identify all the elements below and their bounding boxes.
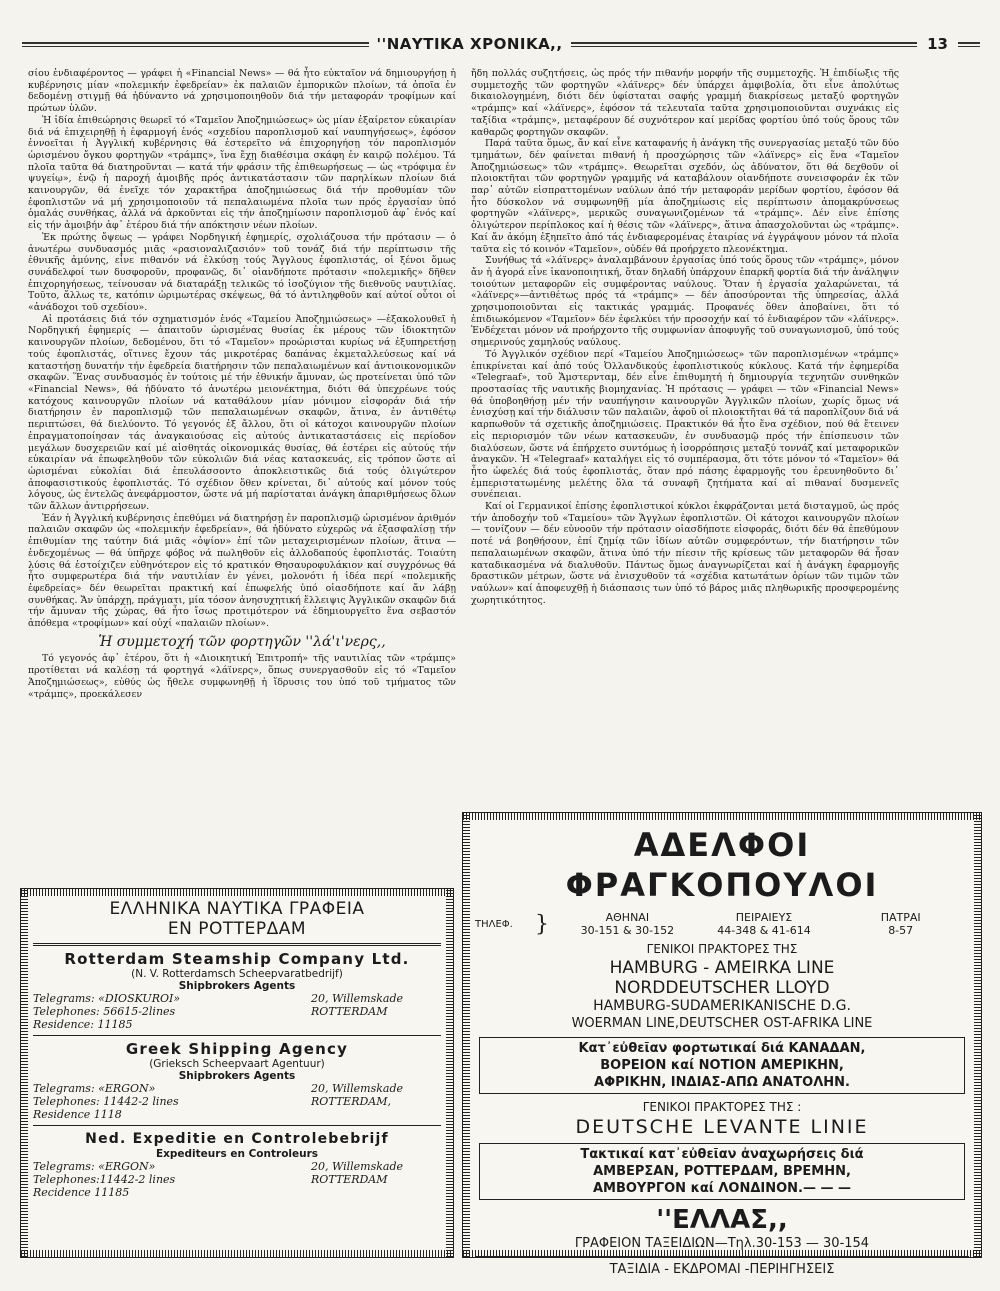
page-number: 13: [927, 35, 948, 53]
article-paragraph: Ἐάν ἡ Ἀγγλική κυβέρνησις ἐπεθύμει νά διατηρήσῃ ἐν παροπλισμῷ ὡρισμένον ἀριθμόν παλαιῶν σκαφῶν ὡς «πολεμικήν ἐφεδρείαν», θά ἠδύνατο εὐχερῶς νά ἐξασφαλίσῃ τήν ἐπιθυμίαν της ταύτην διά μιᾶς «ὀψίον» ἐπί τῶν μεταχειρισμένων πλοίων, ἅτινα — ἐνδεχομένως — θά ὑπῆρχε φόβος νά πωληθοῦν εἰς ἀλλοδαπούς ἐφοπλιστάς. Τοιαύτη λύσις θά ἐστοίχιζεν εὐθηνότερον εἰς τό κρατικόν Θησαυροφυλάκιον καί συγχρόνως θά ἦτο συμφερωτέρα διά τήν ναυτιλίαν ἐν γένει, μολονότι ἡ ἰδέα περί «πολεμικῆς ἐφεδρείας» δέν θεωρεῖται πρακτική καί ἐπωφελής ὑπό οἱασδήποτε καί ἄν λάβῃ συνθήκας. Ἄν ὑπάρχῃ, πράγματι, μία τόσον ἀνησυχητική ἔλλειψις Ἀγγλικῶν σκαφῶν διά τήν ἄμυναν τῆς χώρας, θά ἦτο ἴσως προτιμότερον νά ἐδημιουργεῖτο ἕνα σεβαστόν ἀπόθεμα «τροφίμων» καί οὐχί «παλαιῶν πλοίων».: [28, 512, 456, 630]
company-name: Ned. Expeditie en Controlebebrijf: [85, 1131, 389, 1147]
telegrams: Telegrams: «ERGON»: [33, 1160, 156, 1173]
office: [559, 911, 696, 937]
address-city: ROTTERDAM: [311, 1173, 388, 1186]
contact-row: [33, 1160, 441, 1173]
residence: Residence: 11185: [33, 1018, 133, 1031]
agents-heading: ΓΕΝΙΚΟΙ ΠΡΑΚΤΟΡΕΣ ΤΗΣ: [646, 942, 798, 956]
header-rule-right: [571, 42, 918, 47]
company-name: Greek Shipping Agency: [125, 1040, 349, 1058]
office-numbers: 30-151 & 30-152: [580, 924, 675, 937]
contact-row: [33, 1108, 441, 1121]
office-numbers: 8-57: [888, 924, 914, 937]
address-street: 20, Willemskade: [311, 992, 404, 1005]
levante-line: DEUTSCHE LEVANTE LINIE: [575, 1116, 869, 1138]
article-paragraph: Αἱ προτάσεις διά τόν σχηματισμόν ἑνός «Ταμείου Ἀποζημιώσεως» —ἐξακολουθεῖ ἡ Νορδηγική ἐφημερίς — ἀπαιτοῦν ὡρισμένας θυσίας ἐκ μέρους τῶν ἰδιοκτητῶν καινουργῶν πλοίων, δεδομένου, ὅτι τό «Ταμεῖον» προώρισται κυρίως νά ἐξυπηρετήσῃ τούς ἐφοπλιστάς, οἵτινες ἔχουν τάς μικροτέρας δαπάνας ἐκμεταλλεύσεως καί νά καταστήσῃ δυνατήν τήν ἐφεδρεία διατήρησιν τῶν πεπαλαιωμένων καί ἀντιοικονομικῶν σκαφῶν. Ἕνας συνδυασμός ἐν τούτοις μέ τήν ἐθνικήν ἄμυναν, ὡς προτείνεται ὑπό τῶν «Financial News», θά ἠδύνατο τό ἀνωτέρω μειονέκτημα, διότι θά ὑπεχρέωνε τούς κατόχους καινουργῶν πλοίων νά καταθάλουν μίαν μόνιμον εἰσφοράν διά τήν διατήρησιν ἐν παροπλισμῷ τῶν πεπαλαιωμένων σκαφῶν, ἅτινα, ἐν ἀντιθέτῳ περιπτώσει, θά διελύοντο. Τό γεγονός ἐξ ἄλλου, ὅτι οἱ κάτοχοι καινουργῶν πλοίων ἐπραγματοποίησαν τάς ἀναγκαιούσας εἰς αὐτούς ἀντικαταστάσεις εἰς περίοδον μεγάλων δυσχερειῶν καί μέ αἰσθητάς οἰκονομικάς θυσίας, θά ἐστέρει εἰς αὐτούς τήν εὐκαιρίαν νά ἐπωφεληθοῦν τῶν εὐκολιῶν διά νέας κατασκευάς, εἰς τρόπον ὥστε αἱ ὡρισμέναι εὐκολίαι διά ἐπευλάσσοντο ἀποκλειστικῶς διά τούς ὀλιγώτερον ἀποφασιστικούς ἐφοπλιστάς. Τό σχέδιον ὅθεν κρίνεται, δι᾽ αὐτούς καί μόνον τούς λόγους, ὡς ἐντελῶς ἀνεφάρμοστον, ὥστε νά μή παρίσταται ἀνάγκη ἀπαριθμήσεως ὅλων τῶν ἄλλων ἀντιρρήσεων.: [28, 313, 456, 513]
telegrams: Telegrams: «ERGON»: [33, 1082, 156, 1095]
right-column: [471, 68, 899, 606]
office-city: ΠΕΙΡΑΙΕΥΣ: [735, 911, 793, 924]
phone-label: ΤΗΛΕΦ.: [475, 918, 513, 930]
travel-office: ΓΡΑΦΕΙΟΝ ΤΑΞΕΙΔΙΩΝ—Τηλ.30-153 — 30-154: [574, 1236, 870, 1251]
article-paragraph: Καί οἱ Γερμανικοί ἐπίσης ἐφοπλιστικοί κύκλοι ἐκφράζονται μετά δισταγμοῦ, ὡς πρός τήν ἀποδοχήν τοῦ «Ταμείου» τῶν Ἄγγλων ἐφοπλιστῶν. Οἱ κάτοχοι καινουργῶν πλοίων — τονίζουν — δέν εὐνοοῦν τήν πρότασιν οἱασδήποτε εἰσφοράς, διότι δέν θά ἐπεθύμουν ποτέ νά βοηθήσουν, ἐπί ζημίᾳ τῶν ἰδίων αὐτῶν συμφερόντων, τήν διατήρησιν τῶν πεπαλαιωμένων σκαφῶν, ἅτινα ὑπό τήν πίεσιν τῆς κρίσεως τῶν μεταφορῶν θά ἦσαν καταδικασμένα νά διαλυθοῦν. Πάντως ὅμως ἀναγνωρίζεται καί ἡ ἀνάγκη ἐφαρμογῆς δραστικῶν μέτρων, ὥστε νά ἐνισχυθοῦν τά «σχέδια κατωτάτων ὁρίων τῶν τιμῶν τῶν ναύλων» καί ἀποφευχθῇ ἡ διάσπασις των ὑπό τό βάρος μιᾶς πληθωρικῆς προσφερομένης χωρητικότητος.: [471, 501, 899, 606]
divider: [33, 1035, 441, 1036]
agents-heading: ΓΕΝΙΚΟΙ ΠΡΑΚΤΟΡΕΣ ΤΗΣ :: [642, 1100, 802, 1114]
company-subtitle: (Grieksch Scheepvaart Agentuur): [149, 1058, 325, 1070]
telephones: Telephones: 56615-2lines: [33, 1005, 176, 1018]
article-paragraph: σίου ἐνδιαφέροντος — γράφει ἡ «Financial News» — θά ἦτο εὐκταῖον νά δημιουργήσῃ ἡ κυβέρνησις μίαν «πολεμικήν ἐφεδρείαν» ἐκ παλαιῶν ἐμπορικῶν πλοίων, τά ὁποῖα ἐν δεδομένῃ στιγμῇ θά ἠδύναντο νά χρησιμοποιηθοῦν διά τήν μεταφοράν τροφίμων καί πρώτων ὑλῶν.: [28, 68, 456, 115]
contact-row: [33, 1005, 441, 1018]
telephones: Telephones:11442-2 lines: [33, 1173, 176, 1186]
shipping-line: HAMBURG-SUDAMERIKANISCHE D.G.: [593, 998, 851, 1014]
ad-title-line2: ΕΝ ΡΟΤΤΕΡΔΑΜ: [167, 919, 307, 939]
section-subheading: Ἡ συμμετοχή τῶν φορτηγῶν ''λά'ι'νερς,,: [98, 633, 386, 650]
address-city: ROTTERDAM: [311, 1005, 388, 1018]
departures-line: ΑΜΒΕΡΣΑΝ, ΡΟΤΤΕΡΔΑΜ, ΒΡΕΜΗΝ,: [593, 1164, 851, 1179]
office-city: ΠΑΤΡΑΙ: [880, 911, 921, 924]
contact-row: [33, 992, 441, 1005]
office: [832, 911, 969, 937]
left-column: [28, 68, 456, 700]
ellas-brand: ''ΕΛΛΑΣ,,: [656, 1205, 788, 1235]
office: [696, 911, 833, 937]
article-paragraph: Τό γεγονός ἀφ᾽ ἑτέρου, ὅτι ἡ «Διοικητική Ἐπιτροπή» τῆς ναυτιλίας τῶν «τράμπς» προτίθεται νά καλέσῃ τά φορτηγά «λάϊνερς», ὅπως συνεργασθοῦν εἰς τό «Ταμεῖον Ἀποζημιώσεως», εὐθύς ὡς ἤθελε συμφωνηθῇ ἡ ἵδρυσις του ὑπό τοῦ τμήματος τῶν «τράμπς», προεκάλεσεν: [28, 653, 456, 700]
page-header: [22, 34, 980, 54]
contact-row: [33, 1082, 441, 1095]
shipping-line: NORDDEUTSCHER LLOYD: [614, 978, 830, 998]
destinations-box: [479, 1037, 965, 1094]
departures-box: [479, 1143, 965, 1200]
office-city: ΑΘΗΝΑΙ: [605, 911, 650, 924]
contact-row: [33, 1186, 441, 1199]
contact-row: [33, 1095, 441, 1108]
direct-line: ΑΦΡΙΚΗΝ, ΙΝΔΙΑΣ-ΑΠΩ ΑΝΑΤΟΛΗΝ.: [594, 1075, 850, 1090]
header-rule-end: [958, 42, 980, 47]
departures-line: Τακτικαί κατ᾽εὐθεῖαν ἀναχωρήσεις διά: [580, 1147, 864, 1162]
divider: [475, 1256, 969, 1257]
article-paragraph: Τό Ἀγγλικόν σχέδιον περί «Ταμείου Ἀποζημιώσεως» τῶν παροπλισμένων «τράμπς» ἐπικρίνεται καί ἀπό τούς Ὀλλανδικούς ἐφοπλιστικούς κύκλους. Κατά τήν ἐφημερίδα «Telegraaf», τοῦ Ἄμστερνταμ, δέν εἶνε ἐπιθυμητή ἡ δημιουργία τεχνητῶν συνθηκῶν προστασίας τῆς ναυτικῆς βιομηχανίας. Ἡ πρότασις — γράφει — τῶν «Financial News» θά ὑποβοηθήσῃ μέν τήν ναυπήγησιν καινουργῶν Ἀγγλικῶν πλοίων, χωρίς ὅμως νά ἐνισχύσῃ καί τήν διάλυσιν τῶν παλαιῶν, ἀφοῦ οἱ πλοιοκτῆται θά τά παροπλίζουν διά νά καρπωθοῦν τά σχετικῆς ἀποζημιώσεις. Πρακτικόν θά ἦτο ἕνα σχέδιον, πού θά ἔτεινεν εἰς περιορισμόν τῶν νέων κατασκευῶν, ἐν συνδυασμῷ πρός τήν ἐπίσπευσιν τῶν διαλύσεων, ὥστε νά ἐπήρχετο συντόμως ἡ ἰσορρόπησις μεταξύ τοννάζ καί μεταφορικῶν ἀναγκῶν. Ἡ «Telegraaf» καταλήγει εἰς τό συμπέρασμα, ὅτι τότε μόνον τό «Ταμεῖον» θά ἦτο ὠφελές διά τούς ἐφοπλιστάς, ὅταν πρό πάσης ἐφαρμογῆς του ἐρευνηθοῦντο δι᾽ ἐμπεριστατωμένης μελέτης ὅλα τά συναφῆ ζητήματα καί αἱ πιθαναί δυσμενεῖς συνέπειαι.: [471, 348, 899, 501]
residence: Residence 1118: [33, 1108, 122, 1121]
company-subtitle: (N. V. Rotterdamsch Scheepvaratbedrijf): [131, 968, 343, 980]
ad-title-line1: ΕΛΛΗΝΙΚΑ ΝΑΥΤΙΚΑ ΓΡΑΦΕΙΑ: [109, 899, 365, 919]
trips-line: ΤΑΞΙΔΙΑ - ΕΚΔΡΟΜΑΙ -ΠΕΡΙΗΓΗΣΕΙΣ: [609, 1262, 835, 1277]
magazine-title: ''ΝΑΥΤΙΚΑ ΧΡΟΝΙΚΑ,,: [376, 35, 563, 53]
divider: [33, 1125, 441, 1126]
brand-name: ΑΔΕΛΦΟΙ ΦΡΑΓΚΟΠΟΥΛΟΙ: [565, 826, 879, 904]
fragkopoulos-advertisement: [462, 812, 982, 1277]
brace-icon: }: [535, 911, 549, 937]
address-street: 20, Willemskade: [311, 1082, 404, 1095]
company-role: Expediteurs en Controleurs: [155, 1148, 319, 1160]
residence: Recidence 11185: [33, 1186, 130, 1199]
office-numbers: 44-348 & 41-614: [717, 924, 811, 937]
article-paragraph: ἤδη πολλάς συζητήσεις, ὡς πρός τήν πιθανήν μορφήν τῆς συμμετοχῆς. Ἡ ἐπιδίωξις τῆς συμμετοχῆς τῶν φορτηγῶν «λάϊνερς» δέν ὑπάρχει ἀμφιβολία, ὅτι εἶνε ἀπολύτως δικαιολογημένη, διότι δέν ὑφίσταται σαφής γραμμή διακρίσεως μεταξύ φορτηγῶν «τράμπς» καί «λάϊνερς», ἐφόσον τά τελευταῖα ταῦτα χρησιμοποιοῦνται συχνάκις εἰς ταξίδια «τράμπς», μεταφέρουν δέ συχνότερον καί μερίδας φορτίου ὑπό τούς ὅρους τῶν καθαρῶς φορτηγῶν σκαφῶν.: [471, 68, 899, 138]
article-paragraph: Παρά ταῦτα ὅμως, ἄν καί εἶνε καταφανής ἡ ἀνάγκη τῆς συνεργασίας μεταξύ τῶν δύο τμημάτων, δέν φαίνεται πιθανή ἡ προσχώρησις τῶν «λάϊνερς» εἰς ἕνα «Ταμεῖον Ἀποζημιώσεως» τῶν «τράμπς». Θεωρεῖται σχεδόν, ὡς ἀδύνατον, ὅτι θά δεχθοῦν οἱ πλοιοκτῆται τῶν φορτηγῶν γραμμῆς νά καταβάλουν οἱανδήποτε συνεισφοράν ἐκ τῶν παρ᾽ αὐτῶν εἰσπραττομένων ναύλων ἀπό τήν μεταφοράν μερίδων φορτίου, ἐφόσον θά ἦτο δύσκολον νά συμφωνηθῇ μία ἀποζημίωσις εἰς περίπτωσιν ἀπομακρύνσεως φορτηγῶν «λάϊνερς», μερικῶς συναγωνιζομένων τά «τράμπς». Δέν εἶνε ἐπίσης ὀλιγώτερον περίπλοκος καί ἡ θέσις τῶν «λάϊνερς», ἅτινα ἀπασχολοῦνται ὡς «τράμπς». Καί ἄν ἀκόμη ἐξηπεῖτο ἀπό τάς ἐνδιαφερομένας ἑταιρίας νά ἐγγράψουν μόνον τά πλοῖα ταῦτα εἰς τό κοινόν «Ταμεῖον», οὐδέν θά προήρχετο πλεονέκτημα.: [471, 138, 899, 255]
telegrams: Telegrams: «DIOSKUROI»: [33, 992, 181, 1005]
article-paragraph: Ἐκ πρώτης ὄψεως — γράφει Νορδηγική ἐφημερίς, σχολιάζουσα τήν πρότασιν — ὁ ἀνωτέρω συνδυασμός μιᾶς «ρασιοναλιζασιόν» τοῦ τονάζ διά τήν περίπτωσιν τῆς ἐθνικῆς ἀμύνης, εἶνε πιθανόν νά ἑλκύσῃ τούς Ἄγγλους ἐφοπλιστάς, οἱ ξένοι ὅμως συνάδελφοί των δυσφοροῦν, προφανῶς, δι᾽ οἱανδήποτε πρότασιν «πολεμικῆς» δῆθεν ἐπιχορηγήσεως, τείνουσαν νά διαταράξῃ τελικῶς τό ἰσοζύγιον τῆς διεθνοῦς ναυτιλίας. Τοῦτο, ἄλλως τε, κατόπιν ὡριμωτέρας σκέψεως, θά τό ἀντιληφθοῦν καί αὐτοί οὗτοι οἱ «ἀνάδοχοι τοῦ σχεδίου».: [28, 231, 456, 314]
telephones: Telephones: 11442-2 lines: [33, 1095, 179, 1108]
header-rule-left: [22, 42, 369, 47]
address-street: 20, Willemskade: [311, 1160, 404, 1173]
departures-line: ΑΜΒΟΥΡΓΟΝ καί ΛΟΝΔΙΝΟΝ.— — —: [592, 1181, 852, 1196]
divider: [33, 943, 441, 946]
company-role: Shipbrokers Agents: [178, 980, 296, 992]
direct-line: Κατ᾽εὐθεῖαν φορτωτικαί διά ΚΑΝΑΔΑΝ,: [578, 1041, 866, 1056]
shipping-line: WOERMAN LINE,DEUTSCHER OST-AFRIKA LINE: [571, 1016, 873, 1031]
contact-row: [33, 1173, 441, 1186]
phone-row: [475, 911, 969, 937]
article-paragraph: Συνήθως τά «λάϊνερς» ἀναλαμβάνουν ἐργασίας ὑπό τούς ὅρους τῶν «τράμπς», μόνον ἄν ἡ ἀγορά εἶνε ἱκανοποιητική, ὅταν δηλαδή ὑπάρχουν ἐπαρκῆ φορτία διά τήν ἀνάληψιν τοιούτων μεταφορῶν εἰς συμφέροντας ναύλους. Ὅταν ἡ ἐργασία χαλαρώνεται, τά «λάϊνερς»—ἀντιθέτως πρός τά «τράμπς» — δέν ἀποσύρονται τῆς ὑπηρεσίας, ἀλλά χρησιμοποιοῦνται εἰς τακτικάς γραμμάς. Προφανές ὅθεν ἀποβαίνει, ὅτι τό ἐπιδιωκόμενον «Ταμεῖον» δέν ἐφελκύει τήν προσοχήν καί τό ἐνδιαφέρον τῶν «λάϊνερς». Ἐνδέχεται μόνον νά προήρχοντο τῆς συμφωνίαν ἀποφυγῆς τοῦ συναγωνισμοῦ, ὑπό τούς σημερινούς χαμηλούς ναύλους.: [471, 255, 899, 349]
article-paragraph: Ἡ ἰδία ἐπιθεώρησις θεωρεῖ τό «Ταμεῖον Ἀποζημιώσεως» ὡς μίαν ἐξαίρετον εὐκαιρίαν διά νά ἐπιχειρηθῇ ἡ ἐφαρμογή ἑνός «σχεδίου παροπλισμοῦ καί ναυπηγήσεως», ἐφόσον ἐννοεῖται ἡ Ἀγγλική κυβέρνησις θά ἐστερεῖτο νά ἐπιχορηγήσῃ τόν παροπλισμόν ὡρισμένου ὄγκου φορτηγῶν «τράμπς», ἵνα ἔχῃ διαθέσιμα σκάφη ἐν καιρῷ πολέμου. Τά πλοῖα ταῦτα θά διατηροῦνται — κατά τήν φράσιν τῆς ἐπιθεωρήσεως — ὡς «τρόφιμα ἐν ψυγείῳ», ἐνῷ ἡ παροχή ἀμοιβῆς πρός ἀντικατάστασιν τῶν παρηλίκων πλοίων διά καινουργῶν, θά ἐνεῖχε τόν χαρακτῆρα ἀποζημιώσεως διά τήν προθυμίαν τῶν ἐφοπλιστῶν νά μή χρησιμοποιοῦν τά πεπαλαιωμένα πλοῖα των πρός ἐργασίαν ὑπό ὁμαλάς συνθήκας, ἀλλά νά ἀρκοῦνται εἰς τήν ἀποζημίωσιν παροπλισμοῦ ἀφ᾽ ἑνός καί εἰς τήν ἀμοιβήν ἀφ᾽ ἑτέρου διά τήν απόκτησιν νέων πλοίων.: [28, 114, 456, 232]
address-city: ROTTERDAM,: [311, 1095, 392, 1108]
rotterdam-offices-advertisement: [20, 888, 454, 1258]
shipping-line: HAMBURG - AMEIRKA LINE: [609, 958, 835, 978]
company-role: Shipbrokers Agents: [178, 1070, 296, 1082]
contact-row: [33, 1018, 441, 1031]
company-name: Rotterdam Steamship Company Ltd.: [64, 950, 410, 968]
direct-line: ΒΟΡΕΙΟΝ καί ΝΟΤΙΟΝ ΑΜΕΡΙΚΗΝ,: [600, 1058, 844, 1073]
